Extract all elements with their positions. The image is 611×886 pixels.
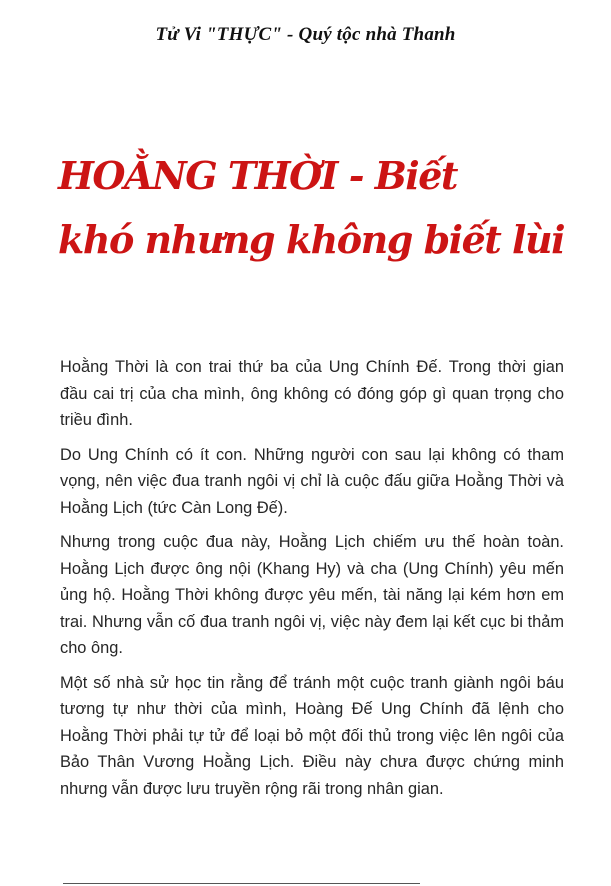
body-text (60, 354, 564, 810)
running-header: Tử Vi "THỰC" - Quý tộc nhà Thanh (155, 24, 456, 45)
paragraph: Hoằng Thời là con trai thứ ba của Ung Chính Đế. Trong thời gian đầu cai trị của cha mình, ông không có đóng góp gì quan trọng cho triều đình. (60, 358, 564, 429)
chapter-title-line-1: HOẰNG THỜI - Biết (58, 153, 457, 198)
chapter-title-line-2: khó nhưng không biết lùi (58, 217, 565, 262)
footnote-divider (63, 883, 420, 884)
chapter-title (58, 144, 578, 272)
paragraph: Do Ung Chính có ít con. Những người con sau lại không có tham vọng, nên việc đua tranh ngôi vị chỉ là cuộc đấu giữa Hoằng Thời và Hoằng Lịch (tức Càn Long Đế). (60, 445, 564, 517)
paragraph: Nhưng trong cuộc đua này, Hoằng Lịch chiếm ưu thế hoàn toàn. Hoằng Lịch được ông nội (Khang Hy) và cha (Ung Chính) yêu mến ủng hộ. Hoằng Thời không được yêu mến, tài năng lại kém hơn em trai. Nhưng vẫn cố đua tranh ngôi vị, việc này đem lại kết cục bi thảm cho ông. (60, 533, 564, 657)
paragraph: Một số nhà sử học tin rằng để tránh một cuộc tranh giành ngôi báu tương tự như thời của mình, Hoàng Đế Ung Chính đã lệnh cho Hoằng Thời phải tự tử để loại bỏ một đối thủ trong việc lên ngôi của Bảo Thân Vương Hoằng Lịch. Điều này chưa được chứng minh nhưng vẫn được lưu truyền rộng rãi trong nhân gian. (60, 673, 564, 798)
